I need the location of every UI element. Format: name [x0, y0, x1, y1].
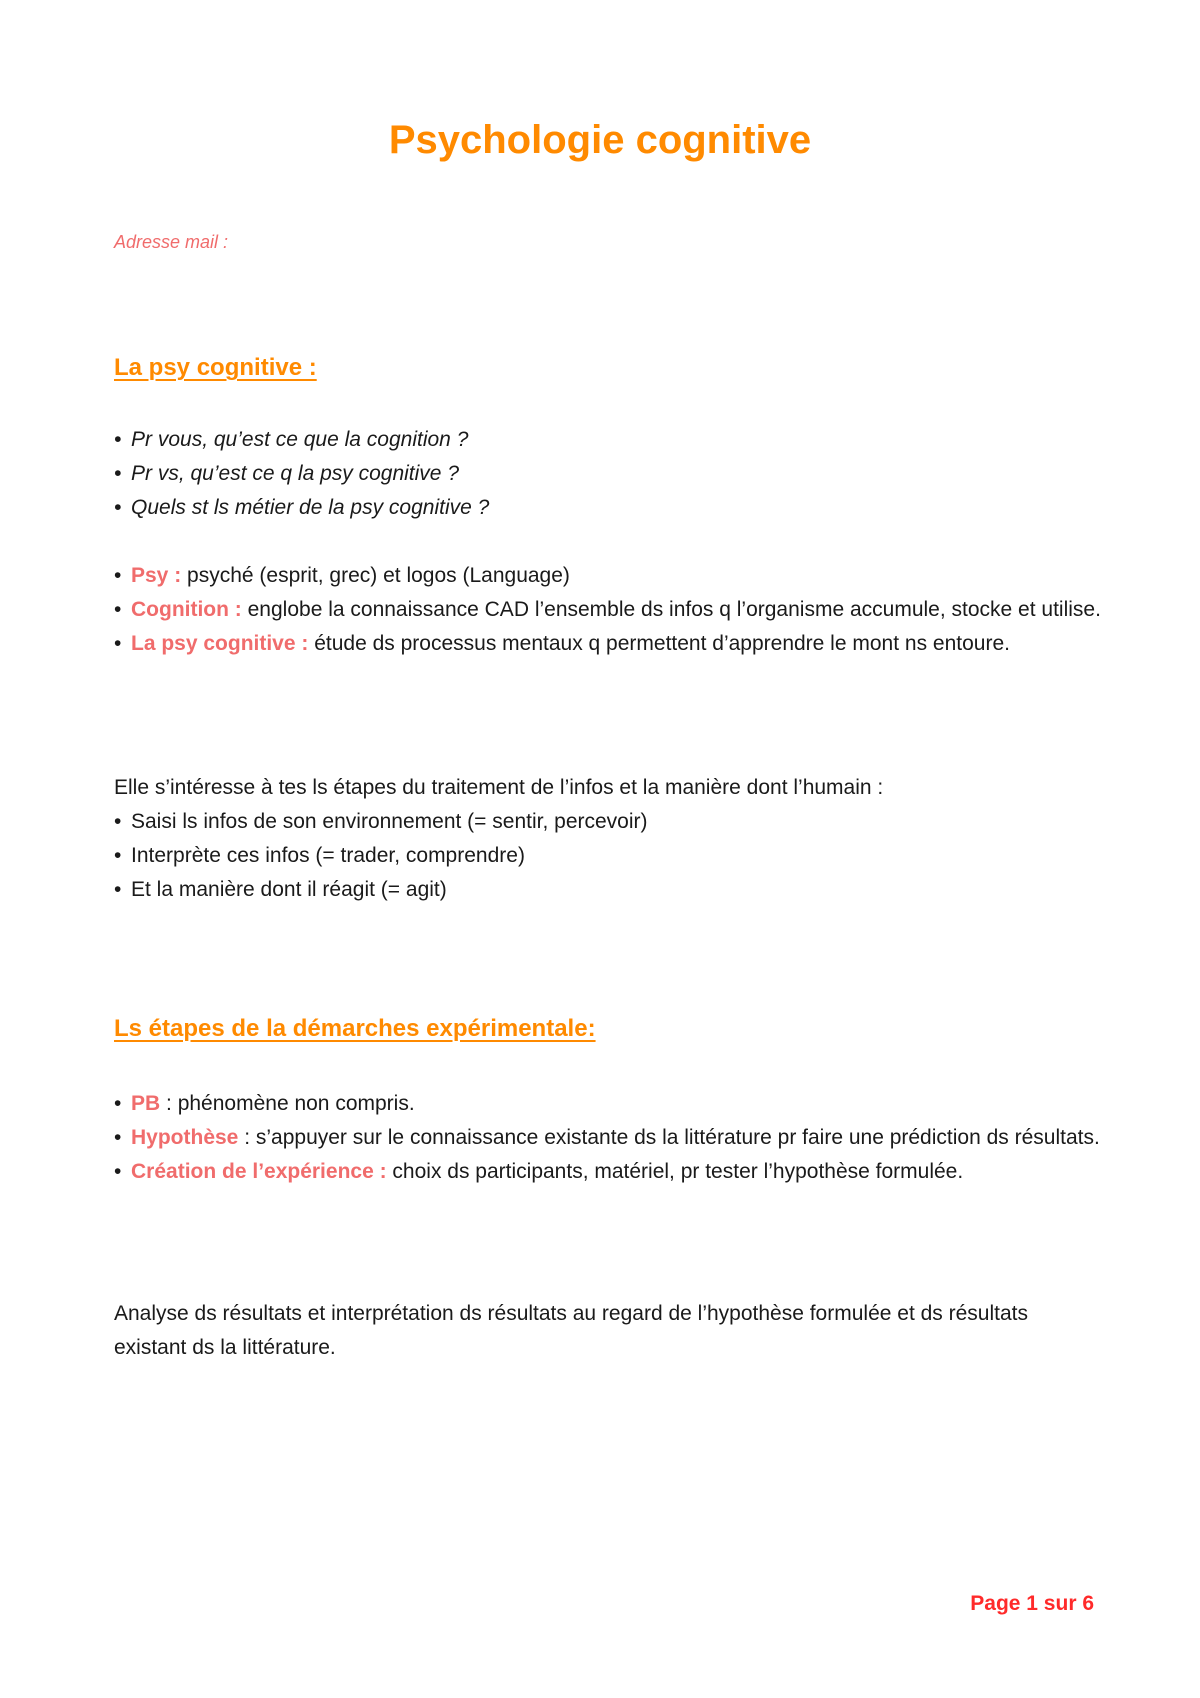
- page-number: Page 1 sur 6: [970, 1592, 1094, 1615]
- list-item: • Quels st ls métier de la psy cognitive ?: [114, 491, 1104, 525]
- list-item: [114, 559, 1104, 593]
- list-item: • Pr vous, qu’est ce que la cognition ?: [114, 423, 1104, 457]
- step-text: : phénomène non compris.: [160, 1092, 415, 1115]
- list-item: [114, 627, 1104, 661]
- conclusion-paragraph: Analyse ds résultats et interprétation ds résultats au regard de l’hypothèse formulée et ds résultats existant ds la littérature.: [114, 1302, 1028, 1359]
- term: Création de l’expérience :: [131, 1160, 387, 1183]
- steps-list: [114, 1087, 1104, 1189]
- document-title: Psychologie cognitive: [388, 118, 812, 162]
- definition-list: [114, 559, 1104, 661]
- section-heading-demarche: Ls étapes de la démarches expérimentale:: [114, 1015, 596, 1042]
- step-text: : s’appuyer sur le connaissance existante ds la littérature pr faire une prédiction ds résultats.: [238, 1126, 1100, 1149]
- step-text: choix ds participants, matériel, pr tester l’hypothèse formulée.: [386, 1160, 964, 1183]
- list-item: [114, 1087, 1104, 1121]
- section-heading-psy-cognitive: La psy cognitive :: [114, 354, 317, 381]
- definition-text: psyché (esprit, grec) et logos (Language): [181, 564, 570, 587]
- intro-paragraph: Elle s’intéresse à tes ls étapes du traitement de l’infos et la manière dont l’humain :: [114, 776, 884, 799]
- definition-text: étude ds processus mentaux q permettent d’apprendre le mont ns entoure.: [308, 632, 1010, 655]
- points-list: [114, 805, 1104, 907]
- question-list: [114, 423, 1104, 525]
- definition-text: englobe la connaissance CAD l’ensemble ds infos q l’organisme accumule, stocke et utilise.: [241, 598, 1101, 621]
- list-item: • Interprète ces infos (= trader, comprendre): [114, 839, 1104, 873]
- list-item: [114, 593, 1104, 627]
- term: Psy :: [131, 564, 182, 587]
- list-item: [114, 1121, 1104, 1155]
- term: Cognition :: [131, 598, 242, 621]
- list-item: • Et la manière dont il réagit (= agit): [114, 873, 1104, 907]
- list-item: • Pr vs, qu’est ce q la psy cognitive ?: [114, 457, 1104, 491]
- list-item: • Saisi ls infos de son environnement (= sentir, percevoir): [114, 805, 1104, 839]
- term: La psy cognitive :: [131, 632, 309, 655]
- list-item: [114, 1155, 1104, 1189]
- email-label: Adresse mail :: [114, 232, 229, 252]
- term: Hypothèse: [131, 1126, 239, 1149]
- term: PB: [131, 1092, 161, 1115]
